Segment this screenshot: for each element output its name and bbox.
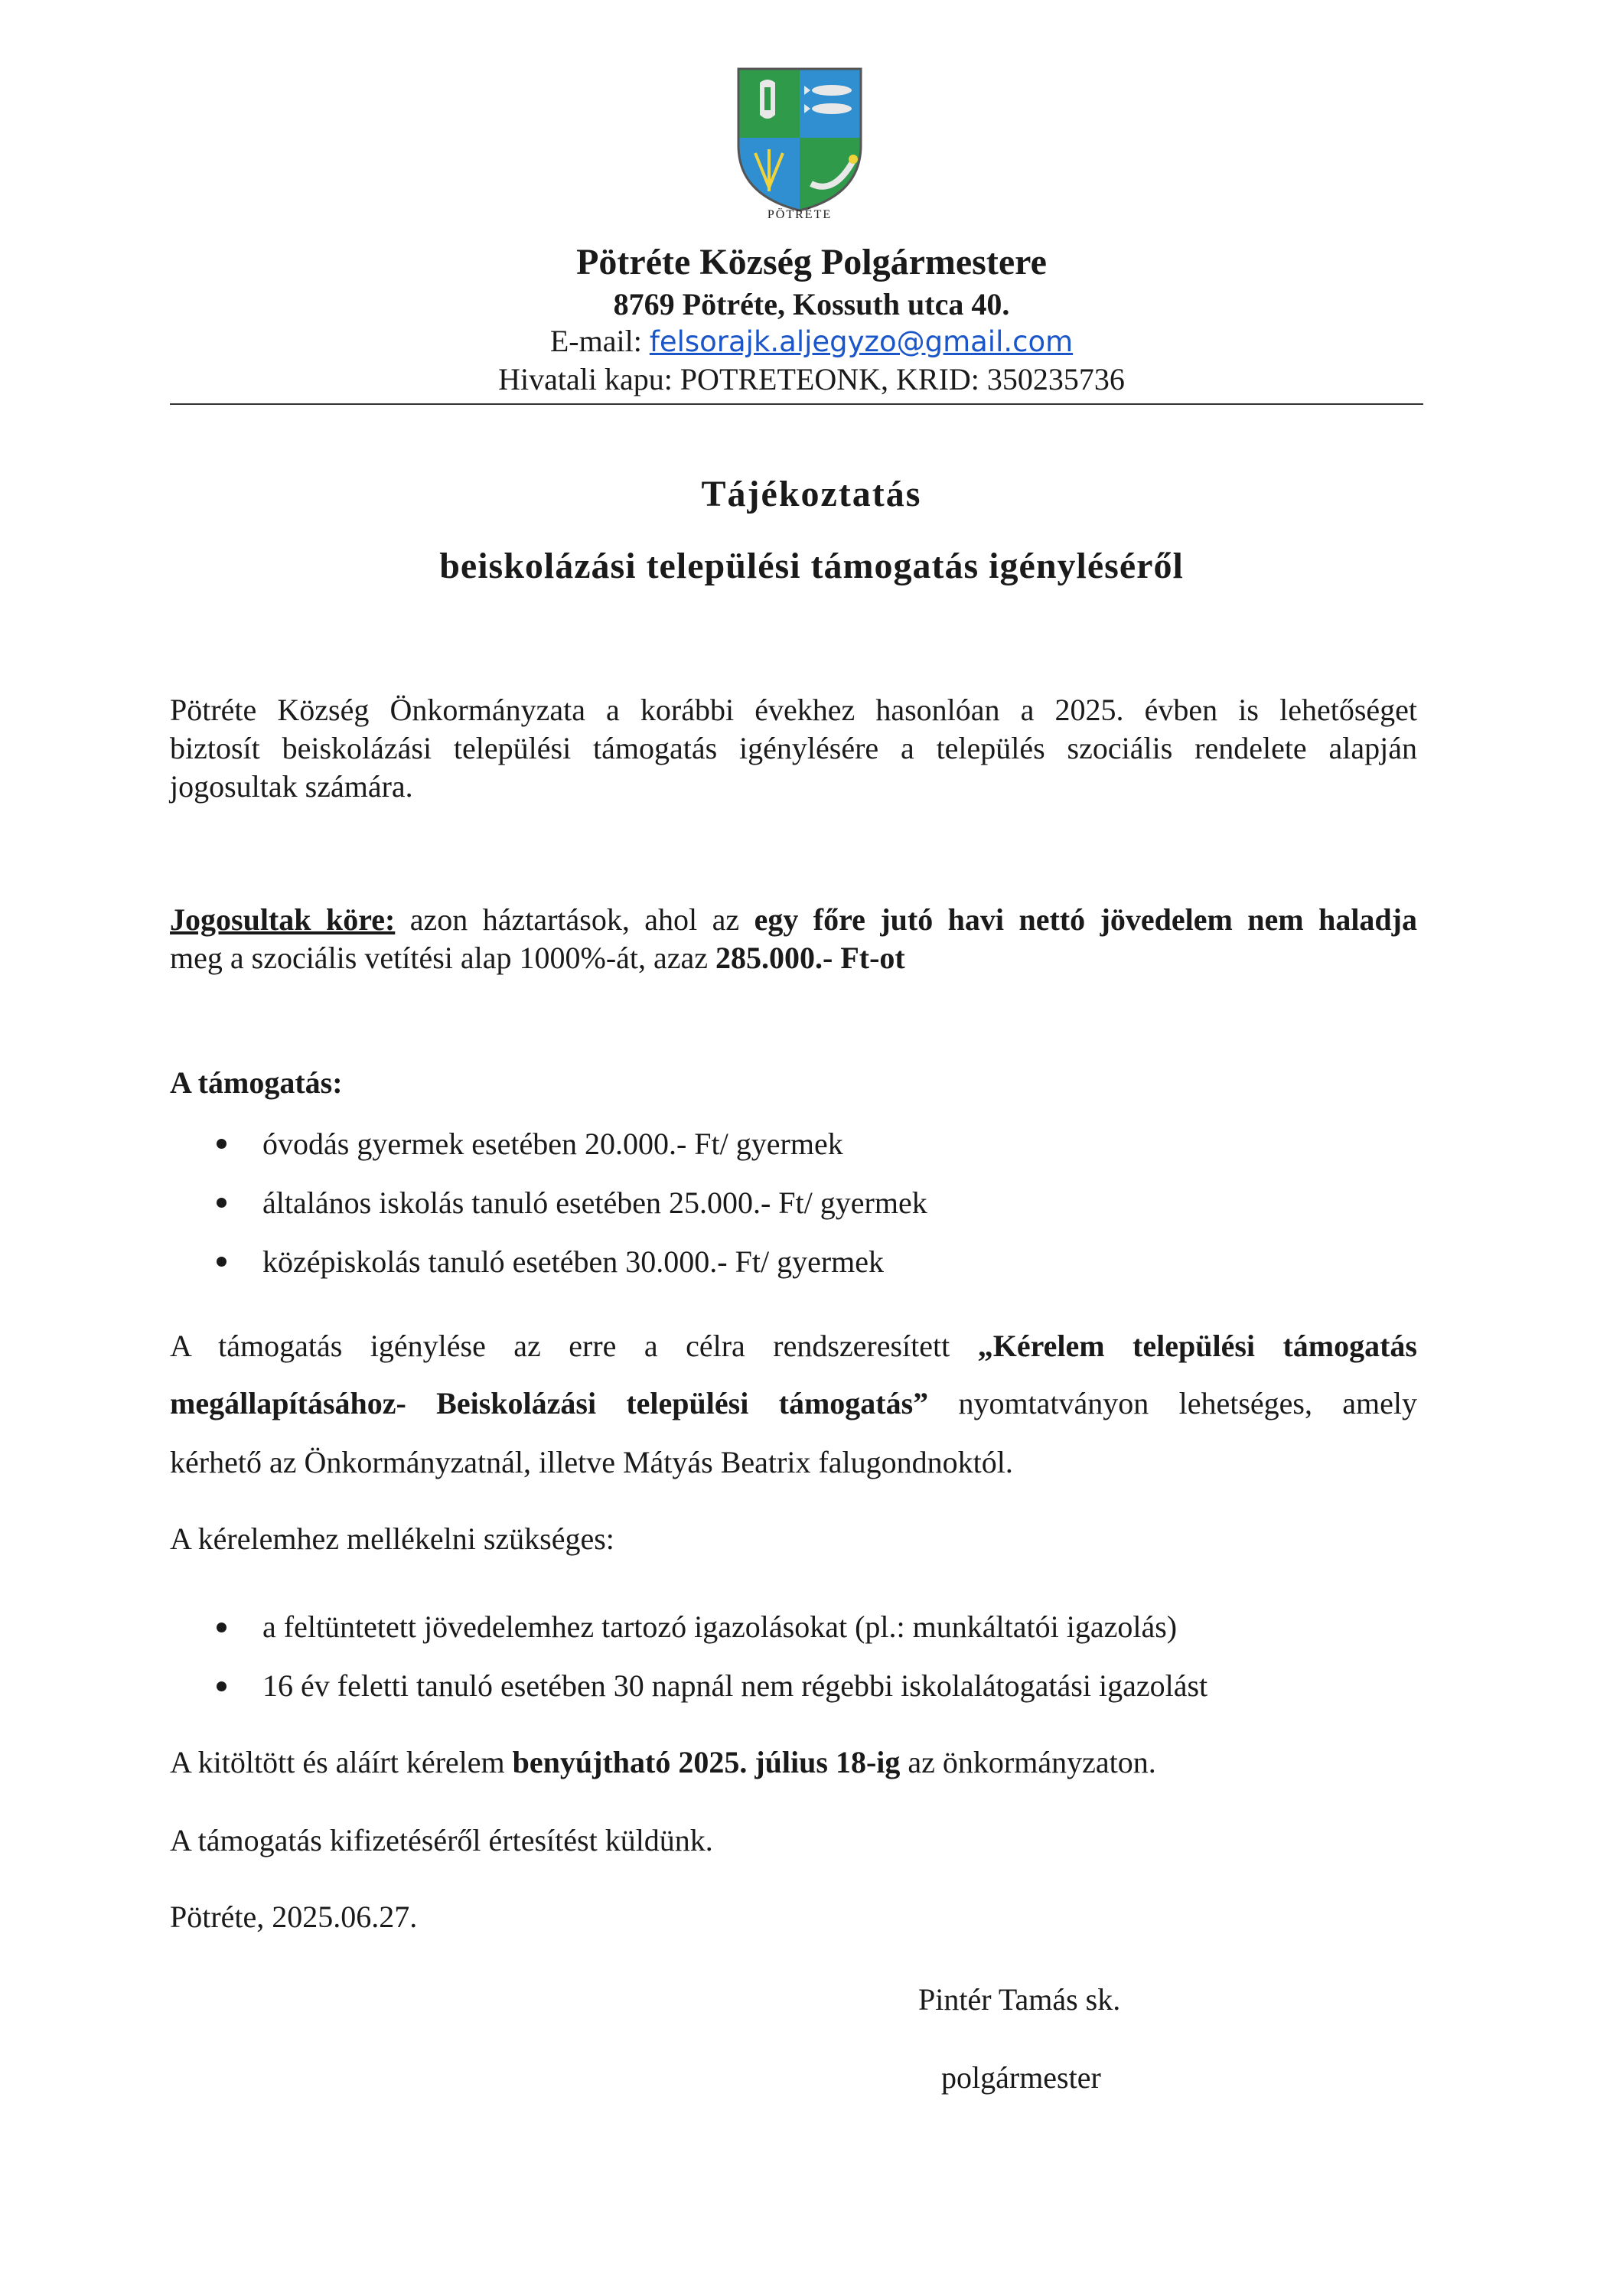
header-divider — [170, 403, 1423, 405]
coat-of-arms-logo — [731, 61, 869, 214]
support-item: középiskolás tanuló esetében 30.000.- Ft/ gyermek — [262, 1244, 885, 1279]
intro-line-3: jogosultak számára. — [170, 769, 413, 804]
attachment-item: a feltüntetett jövedelemhez tartozó igazolásokat (pl.: munkáltatói igazolás) — [262, 1609, 1178, 1644]
support-item: általános iskolás tanuló esetében 25.000.- Ft/ gyermek — [262, 1186, 927, 1220]
eligibility-line-1 — [170, 901, 1417, 939]
bullet-dot — [217, 1139, 227, 1149]
signatory-role: polgármester — [941, 2060, 1101, 2095]
signatory-name: Pintér Tamás sk. — [918, 1982, 1121, 2017]
eligibility-bold-2: 285.000.- Ft-ot — [715, 941, 905, 975]
deadline-text-1: A kitöltött és aláírt kérelem — [170, 1745, 513, 1779]
organization-name: Pötréte Község Polgármestere — [576, 242, 1047, 282]
bullet-dot — [217, 1257, 227, 1267]
email-line — [0, 323, 1623, 359]
email-link[interactable]: felsorajk.aljegyzo@gmail.com — [649, 325, 1074, 358]
request-form-name-2: megállapításához- Beiskolázási települési támogatás” — [170, 1386, 929, 1420]
document-title: Tájékoztatás — [701, 474, 922, 514]
support-heading: A támogatás: — [170, 1065, 343, 1100]
request-line-3: kérhető az Önkormányzatnál, illetve Mátyás Beatrix falugondnoktól. — [170, 1445, 1013, 1479]
request-line-1 — [170, 1327, 1417, 1365]
eligibility-text-2: meg a szociális vetítési alap 1000%-át, azaz — [170, 941, 716, 975]
deadline-text-2: az önkormányzaton. — [900, 1745, 1156, 1779]
document-subtitle: beiskolázási települési támogatás igényléséről — [439, 546, 1184, 586]
request-text-2: nyomtatványon lehetséges, amely — [928, 1386, 1417, 1420]
request-line-2 — [170, 1384, 1417, 1423]
email-label: E-mail: — [549, 324, 650, 358]
eligibility-line-2 — [170, 939, 1417, 977]
crest-label: PÖTRÉTE — [767, 208, 833, 221]
place-and-date: Pötréte, 2025.06.27. — [170, 1900, 418, 1934]
attachments-heading: A kérelemhez mellékelni szükséges: — [170, 1521, 614, 1556]
support-item: óvodás gyermek esetében 20.000.- Ft/ gyermek — [262, 1127, 843, 1161]
eligibility-bold-1: egy főre jutó havi nettó jövedelem nem haladja — [754, 902, 1417, 937]
intro-line-1: Pötréte Község Önkormányzata a korábbi évekhez hasonlóan a 2025. évben is lehetőséget — [170, 693, 1417, 727]
eligibility-label: Jogosultak köre: — [170, 902, 396, 937]
request-text-1: A támogatás igénylése az erre a célra rendszeresített — [170, 1329, 978, 1363]
hivatali-kapu-line: Hivatali kapu: POTRETEONK, KRID: 350235736 — [498, 362, 1125, 396]
payment-notice: A támogatás kifizetéséről értesítést küldünk. — [170, 1823, 713, 1857]
bullet-dot — [217, 1198, 227, 1208]
bullet-dot — [217, 1623, 227, 1632]
bullet-dot — [217, 1681, 227, 1691]
organization-address: 8769 Pötréte, Kossuth utca 40. — [613, 287, 1010, 321]
request-form-name-1: „Kérelem települési támogatás — [977, 1329, 1417, 1363]
deadline-line — [170, 1743, 1417, 1782]
intro-line-2: biztosít beiskolázási települési támogatás igénylésére a település szociális rendelete alapján — [170, 731, 1417, 765]
eligibility-text-1: azon háztartások, ahol az — [395, 902, 754, 937]
deadline-date: benyújtható 2025. július 18-ig — [512, 1745, 901, 1779]
attachment-item: 16 év feletti tanuló esetében 30 napnál nem régebbi iskolalátogatási igazolást — [262, 1668, 1208, 1703]
